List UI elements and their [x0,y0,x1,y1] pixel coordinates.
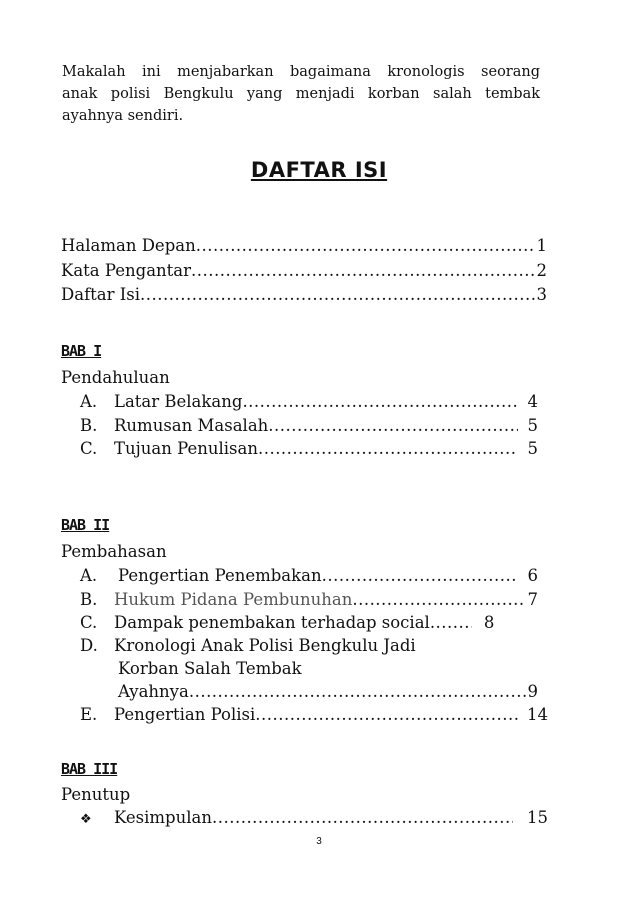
toc-entry-daftar-isi [61,285,547,304]
toc-entry-label: Latar Belakang [114,392,243,411]
toc-leader-dots [352,590,525,609]
toc-entry-label: Daftar Isi [61,285,141,304]
intro-paragraph [62,61,540,127]
intro-line-1: Makalah ini menjabarkan bagaimana kronologis seorang [62,64,540,80]
toc-entry-page: 5 [527,416,538,435]
toc-entry-marker: B. [80,590,98,609]
intro-line-3: ayahnya sendiri. [62,108,184,124]
toc-entry-marker: A. [80,566,98,585]
toc-leader-dots [196,236,535,255]
toc-entry-label: Kronologi Anak Polisi Bengkulu Jadi [114,636,416,655]
toc-leader-dots [268,416,517,435]
toc-entry-latar-belakang [80,392,538,411]
toc-entry-label: Pengertian Penembakan [118,566,322,585]
toc-entry-label: Ayahnya [118,682,189,701]
toc-leader-dots [212,808,513,827]
toc-leader-dots [140,285,534,304]
toc-entry-dampak-penembakan [80,613,538,632]
toc-entry-kesimpulan [80,808,548,827]
toc-entry-label: Tujuan Penulisan [114,439,258,458]
toc-entry-kronologi-line-2: Korban Salah Tembak [118,659,302,678]
toc-leader-dots [189,682,526,701]
toc-entry-label: Dampak penembakan terhadap social [114,613,430,632]
toc-entry-marker: A. [80,392,98,411]
toc-entry-marker: D. [80,636,98,655]
bab-2-heading: BAB II [61,516,110,534]
diamond-bullet-icon: ❖ [80,812,92,827]
bab-2-subtitle: Pembahasan [61,542,167,561]
toc-entry-marker: B. [80,416,98,435]
toc-entry-kronologi-line-3 [118,682,538,701]
toc-entry-marker: E. [80,705,98,724]
toc-leader-dots [258,439,518,458]
toc-entry-label: Hukum Pidana Pembunuhan [114,590,353,609]
toc-entry-page: 8 [483,613,495,632]
toc-entry-kronologi-line-1 [80,636,416,655]
toc-entry-page: 6 [527,566,538,585]
toc-entry-label: Pengertian Polisi [114,705,256,724]
toc-entry-page: 3 [536,285,547,304]
toc-leader-dots [255,705,521,724]
toc-entry-page: 4 [527,392,538,411]
toc-entry-page: 9 [527,682,538,701]
toc-entry-tujuan-penulisan [80,439,538,458]
intro-line-2: anak polisi Bengkulu yang menjadi korban salah tembak [62,86,540,102]
toc-entry-page: 7 [527,590,538,609]
bab-3-subtitle: Penutup [61,785,131,804]
toc-leader-dots [191,261,534,280]
toc-entry-label: Kesimpulan [114,808,212,827]
toc-leader-dots [322,566,518,585]
bab-1-heading: BAB I [61,342,102,360]
toc-title: DAFTAR ISI [250,158,388,182]
toc-entry-pengertian-penembakan [80,566,538,585]
toc-entry-halaman-depan [61,236,547,255]
toc-entry-pengertian-polisi [80,705,548,724]
toc-entry-label: Rumusan Masalah [114,416,269,435]
toc-leader-dots [430,613,472,632]
toc-entry-label: Halaman Depan [61,236,196,255]
bab-1-subtitle: Pendahuluan [61,368,170,387]
toc-entry-page: 1 [536,236,547,255]
toc-entry-rumusan-masalah [80,416,538,435]
toc-entry-page: 2 [536,261,547,280]
toc-entry-page: 14 [527,705,548,724]
toc-entry-marker: C. [80,613,98,632]
page-number: 3 [316,836,322,847]
toc-leader-dots [242,392,517,411]
toc-entry-hukum-pidana [80,590,538,609]
bab-3-heading: BAB III [61,760,118,778]
toc-entry-marker: C. [80,439,98,458]
toc-entry-page: 5 [527,439,538,458]
toc-entry-label: Kata Pengantar [61,261,192,280]
toc-entry-page: 15 [527,808,548,827]
toc-entry-kata-pengantar [61,261,547,280]
